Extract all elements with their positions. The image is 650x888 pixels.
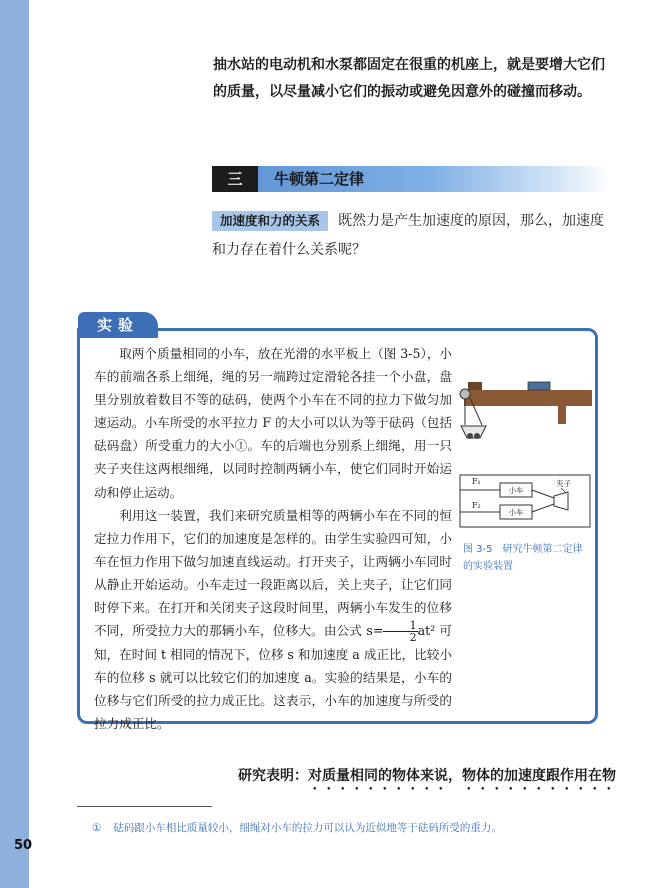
page-side-bar bbox=[0, 0, 29, 888]
fraction-denominator: 2 bbox=[409, 631, 417, 645]
experiment-text bbox=[94, 342, 452, 736]
top-paragraph: 抽水站的电动机和水泵都固定在很重的机座上，就是要增大它们的质量，以尽量减小它们的振动或避免因意外的碰撞而移动。 bbox=[213, 57, 605, 100]
formula-fraction bbox=[383, 620, 417, 643]
formula-tail: at² bbox=[417, 623, 436, 639]
label-f1: F₁ bbox=[472, 477, 481, 486]
footnote-divider bbox=[77, 806, 212, 807]
pulley-illustration bbox=[460, 389, 470, 399]
experiment-paragraph-2-b: 可知，在时间 t 相同的情况下，位移 s 和加速度 a 成正比，比较小车的位移 s 就可以比较它们的加速度 a。实验的结果是，小车的位移与它们所受的拉力成正比。这表示，小车的加速度与所受的拉力成正比。 bbox=[94, 623, 452, 732]
clamp-label: 夹子 bbox=[556, 479, 571, 488]
weight-pan-illustration bbox=[461, 426, 486, 438]
section-number: 三 bbox=[212, 166, 258, 192]
section-title: 牛顿第二定律 bbox=[274, 170, 365, 188]
conclusion-lead: 研究表明： bbox=[238, 768, 308, 784]
fraction-numerator: 1 bbox=[383, 620, 417, 632]
experiment-paragraph-2-a: 利用这一装置，我们来研究质量相等的两辆小车在不同的恒定拉力作用下，它们的加速度是怎样的。由学生实验四可知，小车在恒力作用下做匀加速直线运动。打开夹子，让两辆小车同时从静止开始运动。小车走过一段距离以后，关上夹子，让它们同时停下来。在打开和关闭夹子这段时间里，两辆小车发生的位移不同，所受拉力大的那辆小车，位移大。由公式 s= bbox=[94, 507, 452, 639]
cart-1-label: 小车 bbox=[508, 486, 524, 495]
experiment-paragraph-2 bbox=[94, 504, 452, 736]
experiment-tab: 实验 bbox=[78, 312, 158, 338]
question-text: 既然力是产生加速度的原因，那么，加速度和力存在着什么关系呢？ bbox=[212, 213, 605, 258]
cart-illustration bbox=[528, 382, 550, 390]
figure-caption: 图 3-5 研究牛顿第二定律的实验装置 bbox=[463, 544, 583, 572]
cart-2-label: 小车 bbox=[508, 508, 524, 517]
footnote-text: 砝码跟小车相比质量较小，细绳对小车的拉力可以认为近似地等于砝码所受的重力。 bbox=[113, 822, 502, 834]
experiment-apparatus-figure bbox=[458, 380, 598, 535]
section-banner bbox=[212, 166, 610, 192]
footnote-mark: ① bbox=[92, 822, 102, 834]
conclusion-emphasized: 对质量相同的物体来说，物体的加速度跟作用在物 bbox=[308, 768, 616, 784]
question-label: 加速度和力的关系 bbox=[212, 211, 328, 231]
experiment-paragraph-1: 取两个质量相同的小车，放在光滑的水平板上（图 3-5），小车的前端各系上细绳，绳的另一端跨过定滑轮各挂一个小盘，盘里分别放着数目不等的砝码，使两个小车在不同的拉力下做匀加速运动。小车所受的水平拉力 F 的大小可以认为等于砝码（包括砝码盘）所受重力的大小①。车的后端也分别系上细绳，用一只夹子夹住这两根细绳，以同时控制两辆小车，使它们同时开始运动和停止运动。 bbox=[94, 346, 453, 500]
board-illustration bbox=[464, 390, 592, 406]
footnote bbox=[92, 820, 612, 836]
question-paragraph bbox=[212, 207, 612, 265]
conclusion-line bbox=[238, 764, 618, 793]
label-f2: F₂ bbox=[472, 501, 481, 510]
page-number: 50 bbox=[14, 838, 33, 853]
